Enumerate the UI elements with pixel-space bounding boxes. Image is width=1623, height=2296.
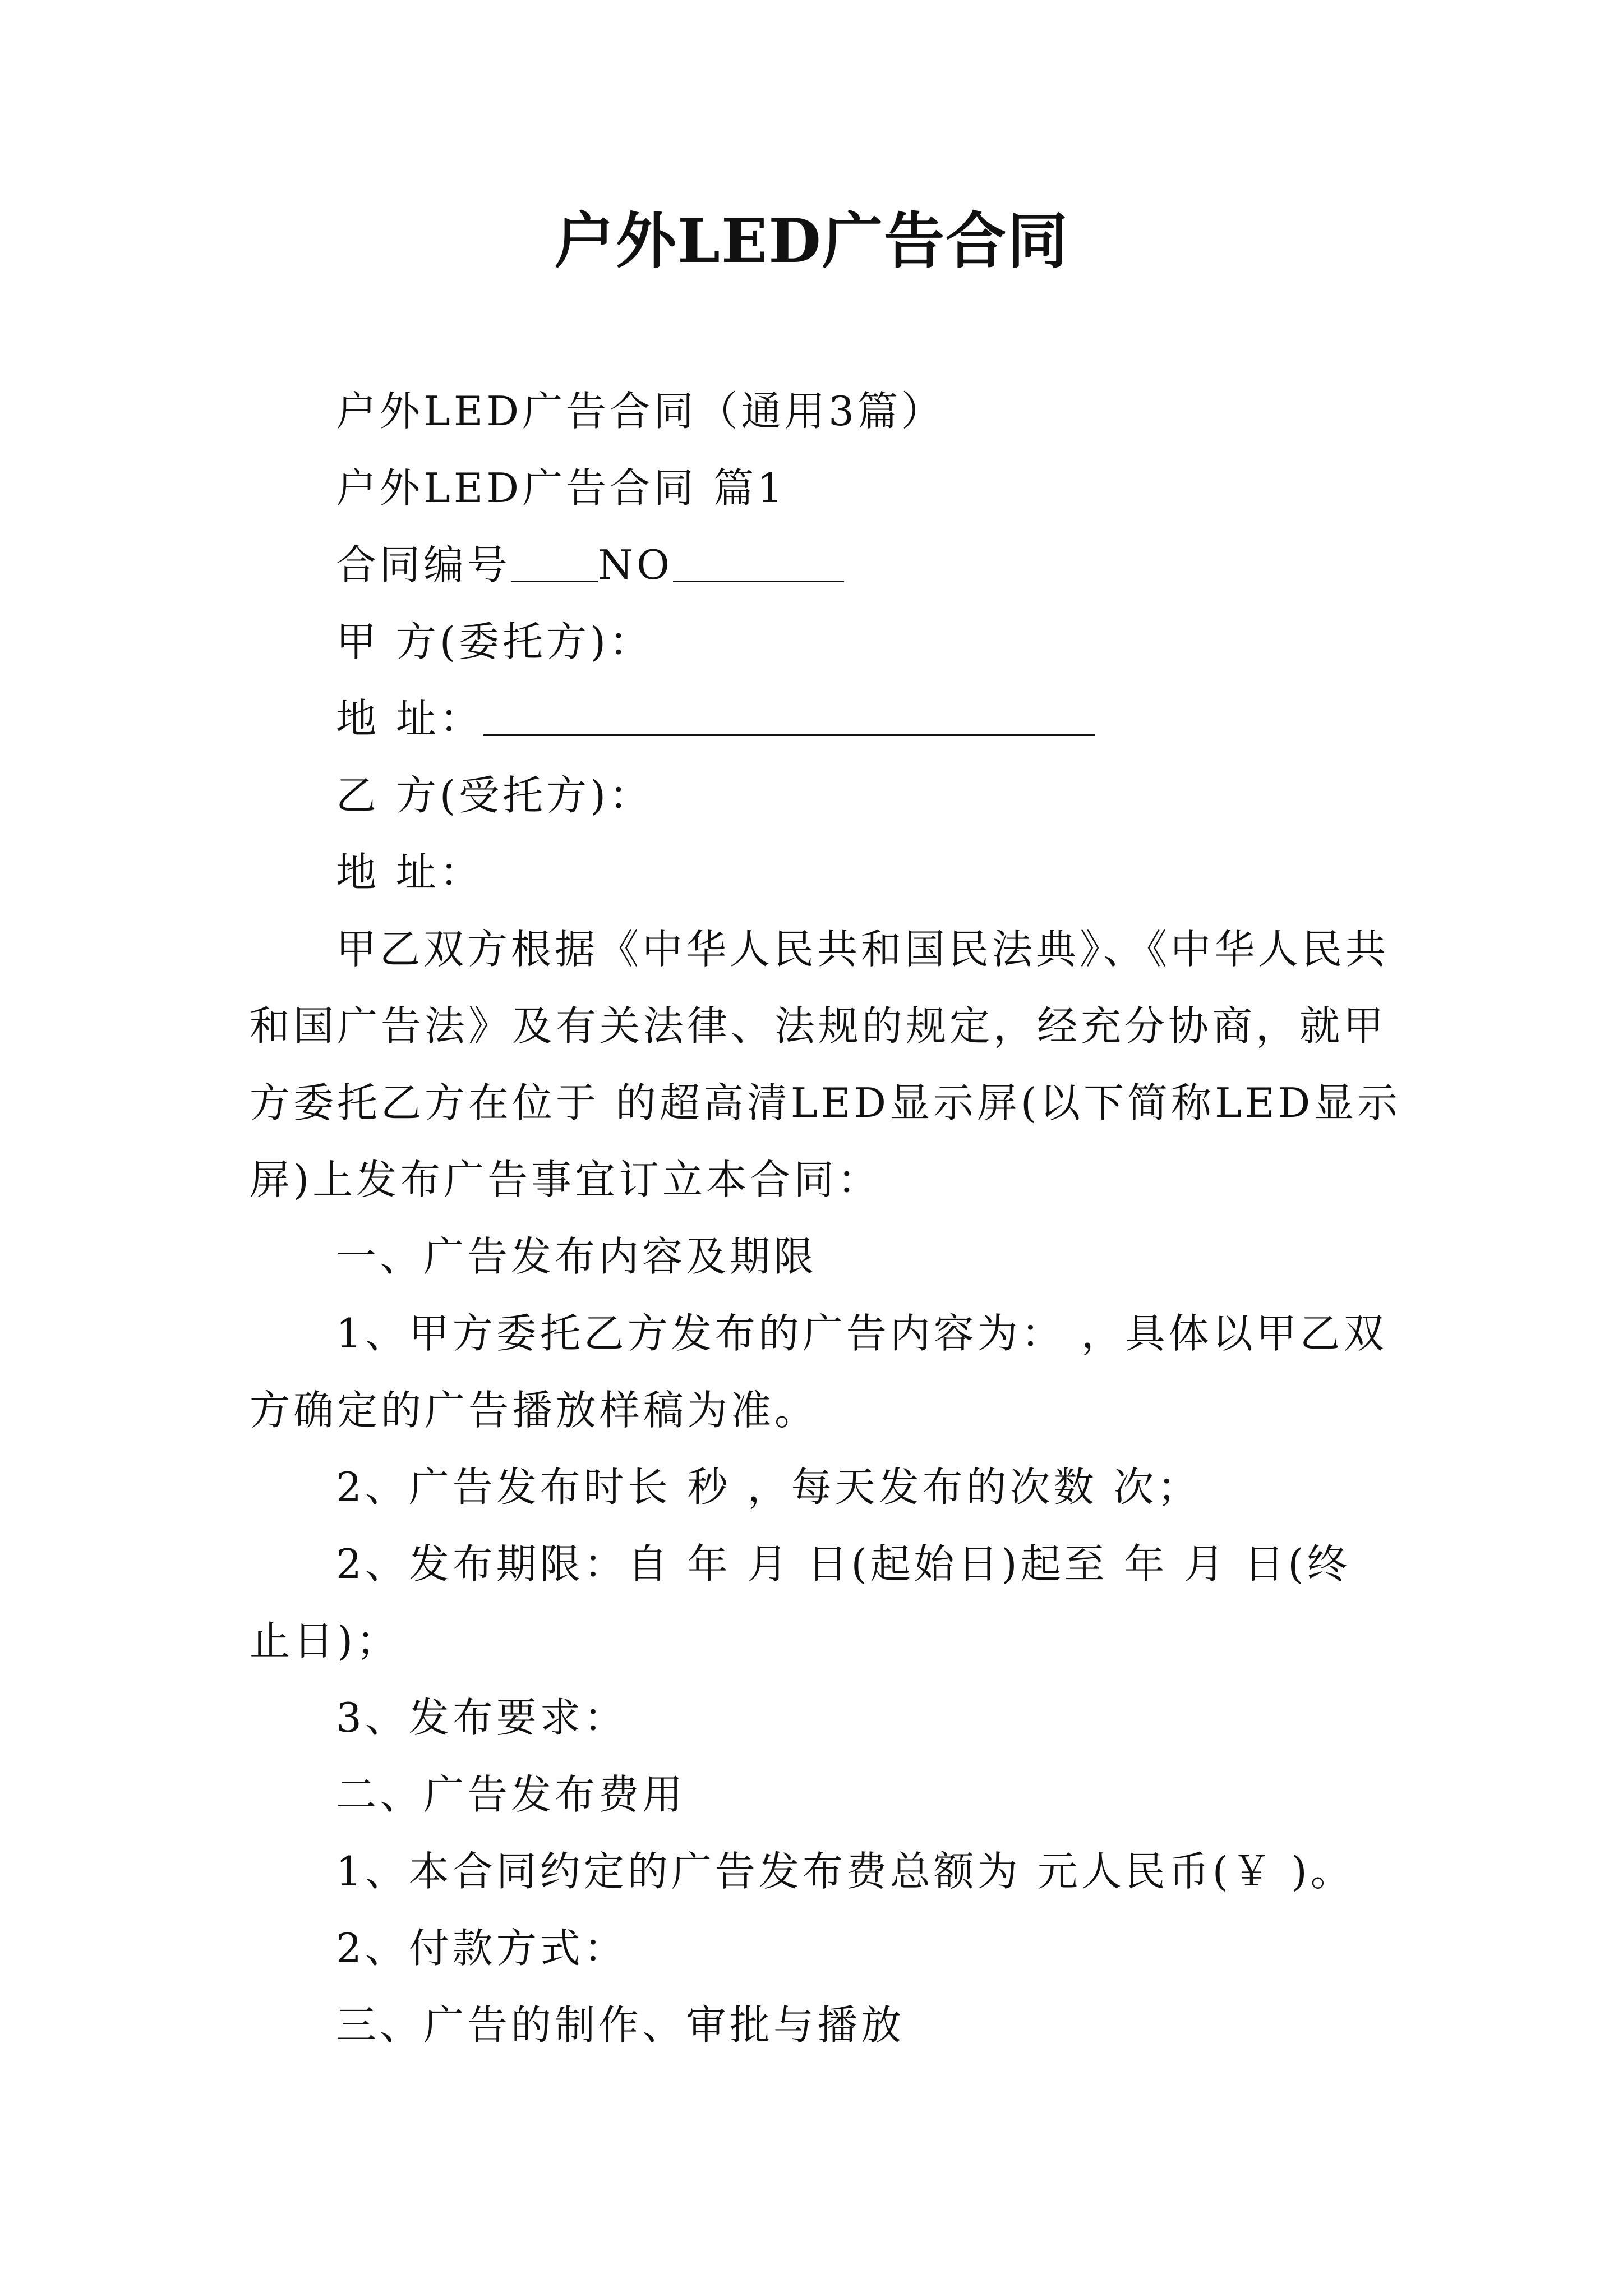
heading-part: 户外LED广告合同 篇1 (336, 464, 786, 512)
section-2-item-1: 1、本合同约定的广告发布费总额为 元人民币(￥ )。 (336, 1848, 1354, 1895)
section-2-item-2: 2、付款方式： (336, 1925, 628, 1972)
preamble-line-2: 和国广告法》及有关法律、法规的规定，经充分协商，就甲 (250, 1002, 1387, 1050)
section-2-title: 二、广告发布费用 (336, 1771, 686, 1818)
section-1-title: 一、广告发布内容及期限 (336, 1233, 818, 1280)
heading-series: 户外LED广告合同（通用3篇） (336, 388, 945, 435)
preamble-line-1: 甲乙双方根据《中华人民共和国民法典》、《中华人民共 (336, 926, 1390, 973)
contract-number-middle: NO (598, 541, 674, 588)
party-a-address-label: 地 址： (336, 695, 483, 742)
section-1-item-2: 2、广告发布时长 秒 ，每天发布的次数 次； (336, 1464, 1201, 1511)
section-1-item-3-line-2: 止日)； (250, 1617, 400, 1664)
preamble-line-3: 方委托乙方在位于 的超高清LED显示屏(以下简称LED显示 (250, 1079, 1401, 1126)
preamble-line-4: 屏)上发布广告事宜订立本合同： (250, 1156, 882, 1203)
contract-number-blank-1 (511, 548, 598, 582)
section-1-item-3-line-1: 2、发布期限：自 年 月 日(起始日)起至 年 月 日(终 (336, 1540, 1351, 1588)
party-b-address-label: 地 址： (336, 849, 483, 896)
section-1-item-4: 3、发布要求： (336, 1694, 628, 1741)
party-a-address-blank (483, 702, 1095, 736)
document-title: 户外LED广告合同 (554, 206, 1069, 277)
party-a-label: 甲 方(委托方)： (336, 618, 653, 665)
section-1-item-1-line-1: 1、甲方委托乙方发布的广告内容为： ，具体以甲乙双 (336, 1310, 1387, 1357)
contract-number-blank-2 (673, 548, 844, 582)
section-3-title: 三、广告的制作、审批与播放 (336, 2001, 905, 2049)
contract-number-label: 合同编号 (336, 541, 511, 588)
party-a-address-line (250, 680, 1399, 757)
party-b-label: 乙 方(受托方)： (336, 772, 653, 819)
section-1-item-1-line-2: 方确定的广告播放样稿为准。 (250, 1387, 819, 1434)
contract-number-line (250, 527, 1399, 604)
document-body (250, 373, 1399, 2064)
